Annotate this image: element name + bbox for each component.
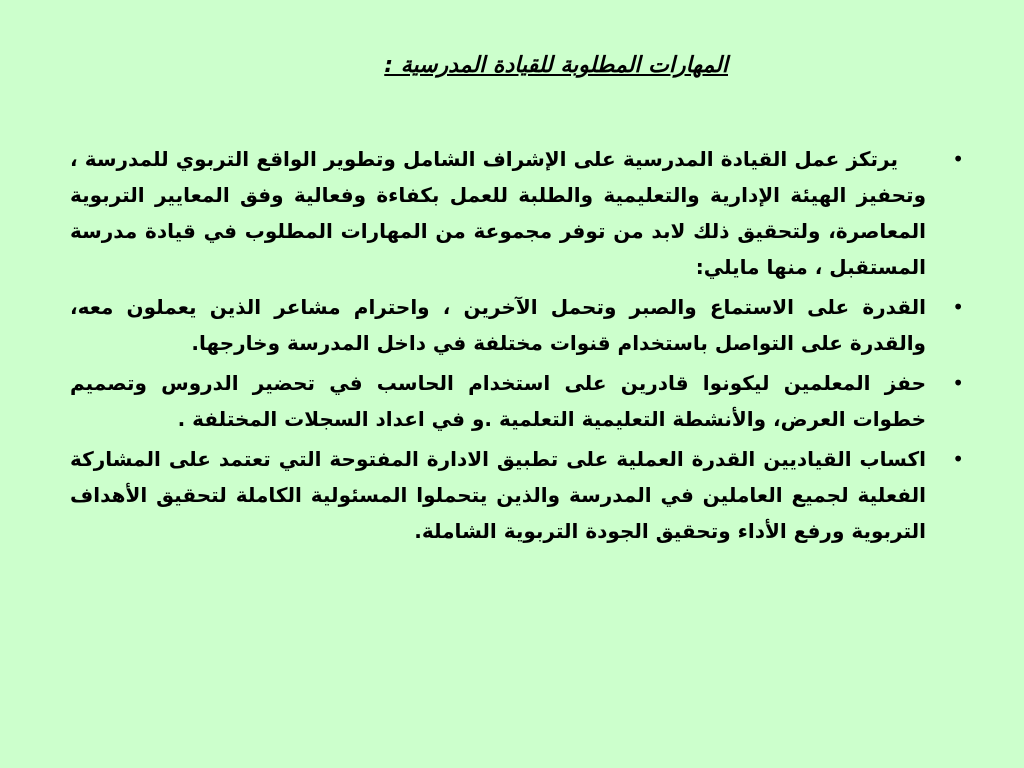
bullet-icon: • (952, 147, 964, 171)
bullet-item (70, 441, 968, 549)
bullet-text: القدرة على الاستماع والصبر وتحمل الآخرين ، واحترام مشاعر الذين يعملون معه، والقدرة على التواصل باستخدام قنوات مختلفة في داخل المدرسة وخارجها. (70, 295, 926, 355)
bullet-icon: • (952, 447, 964, 471)
bullet-list (70, 141, 968, 553)
bullet-icon: • (952, 371, 964, 395)
slide-title: المهارات المطلوبة للقيادة المدرسية : (384, 53, 728, 78)
bullet-item (70, 141, 968, 285)
bullet-text: يرتكز عمل القيادة المدرسية على الإشراف الشامل وتطوير الواقع التربوي للمدرسة ، وتحفيز الهيئة الإدارية والتعليمية والطلبة للعمل بكفاءة وفعالية وفق المعايير التربوية المعاصرة، ولتحقيق ذلك لابد من توفر مجموعة من المهارات المطلوب في قيادة مدرسة المستقبل ، منها مايلي: (70, 147, 926, 279)
bullet-item (70, 365, 968, 437)
bullet-item (70, 289, 968, 361)
bullet-text: اكساب القياديين القدرة العملية على تطبيق الادارة المفتوحة التي تعتمد على المشاركة الفعلية لجميع العاملين في المدرسة والذين يتحملوا المسئولية الكاملة لتحقيق الأهداف التربوية ورفع الأداء وتحقيق الجودة التربوية الشاملة. (70, 447, 926, 543)
bullet-icon: • (952, 295, 964, 319)
bullet-text: حفز المعلمين ليكونوا قادرين على استخدام الحاسب في تحضير الدروس وتصميم خطوات العرض، والأنشطة التعليمية التعلمية .و في اعداد السجلات المختلفة . (70, 371, 926, 431)
